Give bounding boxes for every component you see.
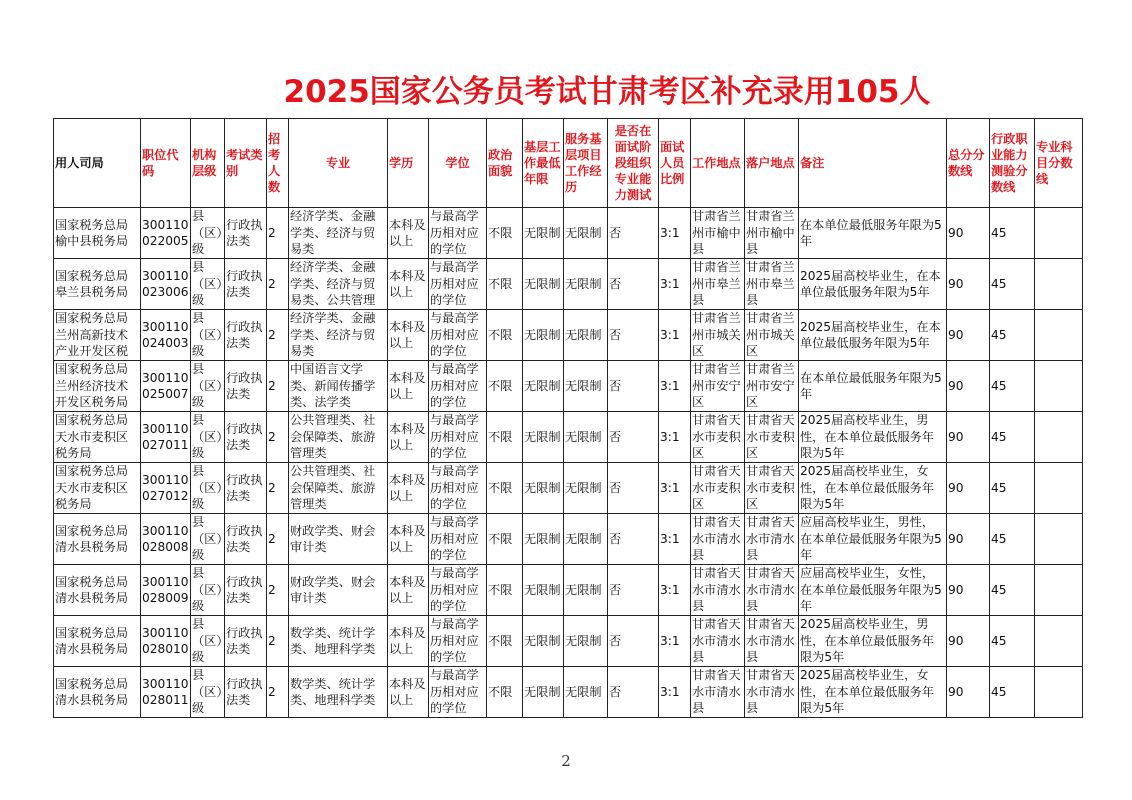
table-row xyxy=(54,259,1083,310)
header-major: 专业 xyxy=(289,119,388,208)
cell-hukou-place: 甘肃省天水市清水县 xyxy=(745,514,799,565)
cell-hukou-place: 甘肃省天水市清水县 xyxy=(745,667,799,718)
table-row xyxy=(54,412,1083,463)
cell-total-line: 90 xyxy=(947,361,990,412)
header-note: 备注 xyxy=(799,119,947,208)
cell-education: 本科及以上 xyxy=(388,667,429,718)
cell-service-exp: 无限制 xyxy=(564,208,608,259)
cell-service-exp: 无限制 xyxy=(564,667,608,718)
cell-total-line: 90 xyxy=(947,667,990,718)
cell-major-line xyxy=(1035,616,1083,667)
cell-level: 县（区）级 xyxy=(191,667,225,718)
cell-grassroots-years: 无限制 xyxy=(523,361,564,412)
cell-major: 经济学类、金融学类、经济与贸易类、公共管理 xyxy=(289,259,388,310)
cell-education: 本科及以上 xyxy=(388,514,429,565)
cell-ratio: 3:1 xyxy=(659,361,691,412)
cell-dept: 国家税务总局清水县税务局 xyxy=(54,565,141,616)
cell-hukou-place: 甘肃省兰州市皋兰县 xyxy=(745,259,799,310)
header-code: 职位代码 xyxy=(141,119,191,208)
cell-major-line xyxy=(1035,667,1083,718)
cell-work-place: 甘肃省天水市清水县 xyxy=(691,514,745,565)
cell-note: 应届高校毕业生，女性，在本单位最低服务年限为5年 xyxy=(799,565,947,616)
cell-ratio: 3:1 xyxy=(659,310,691,361)
cell-hukou-place: 甘肃省天水市麦积区 xyxy=(745,463,799,514)
cell-work-place: 甘肃省兰州市皋兰县 xyxy=(691,259,745,310)
cell-political: 不限 xyxy=(487,667,523,718)
cell-education: 本科及以上 xyxy=(388,208,429,259)
cell-education: 本科及以上 xyxy=(388,259,429,310)
cell-skill-test: 否 xyxy=(608,310,659,361)
cell-degree: 与最高学历相对应的学位 xyxy=(429,514,487,565)
cell-code: 300110022005 xyxy=(141,208,191,259)
cell-exam-type: 行政执法类 xyxy=(225,310,267,361)
cell-level: 县（区）级 xyxy=(191,514,225,565)
cell-major: 财政学类、财会审计类 xyxy=(289,565,388,616)
cell-work-place: 甘肃省兰州市城关区 xyxy=(691,310,745,361)
cell-political: 不限 xyxy=(487,259,523,310)
cell-code: 300110028008 xyxy=(141,514,191,565)
cell-degree: 与最高学历相对应的学位 xyxy=(429,208,487,259)
cell-level: 县（区）级 xyxy=(191,259,225,310)
cell-count: 2 xyxy=(267,361,289,412)
cell-xingce-line: 45 xyxy=(990,361,1035,412)
cell-political: 不限 xyxy=(487,616,523,667)
cell-note: 2025届高校毕业生，男性，在本单位最低服务年限为5年 xyxy=(799,412,947,463)
cell-education: 本科及以上 xyxy=(388,412,429,463)
cell-exam-type: 行政执法类 xyxy=(225,667,267,718)
cell-dept: 国家税务总局天水市麦积区税务局 xyxy=(54,463,141,514)
cell-level: 县（区）级 xyxy=(191,463,225,514)
cell-work-place: 甘肃省天水市麦积区 xyxy=(691,412,745,463)
cell-count: 2 xyxy=(267,667,289,718)
cell-ratio: 3:1 xyxy=(659,208,691,259)
cell-skill-test: 否 xyxy=(608,565,659,616)
cell-count: 2 xyxy=(267,412,289,463)
cell-degree: 与最高学历相对应的学位 xyxy=(429,310,487,361)
cell-total-line: 90 xyxy=(947,208,990,259)
cell-major-line xyxy=(1035,208,1083,259)
cell-major: 数学类、统计学类、地理科学类 xyxy=(289,616,388,667)
cell-count: 2 xyxy=(267,259,289,310)
cell-note: 2025届高校毕业生，女性，在本单位最低服务年限为5年 xyxy=(799,667,947,718)
cell-degree: 与最高学历相对应的学位 xyxy=(429,667,487,718)
cell-service-exp: 无限制 xyxy=(564,616,608,667)
cell-service-exp: 无限制 xyxy=(564,565,608,616)
cell-dept: 国家税务总局清水县税务局 xyxy=(54,616,141,667)
header-hukou-place: 落户地点 xyxy=(745,119,799,208)
cell-major: 中国语言文学类、新闻传播学类、法学类 xyxy=(289,361,388,412)
cell-major-line xyxy=(1035,259,1083,310)
cell-education: 本科及以上 xyxy=(388,565,429,616)
cell-degree: 与最高学历相对应的学位 xyxy=(429,412,487,463)
cell-exam-type: 行政执法类 xyxy=(225,412,267,463)
cell-hukou-place: 甘肃省天水市清水县 xyxy=(745,616,799,667)
cell-dept: 国家税务总局兰州经济技术开发区税务局 xyxy=(54,361,141,412)
cell-grassroots-years: 无限制 xyxy=(523,667,564,718)
table-row xyxy=(54,514,1083,565)
cell-degree: 与最高学历相对应的学位 xyxy=(429,565,487,616)
cell-dept: 国家税务总局皋兰县税务局 xyxy=(54,259,141,310)
cell-xingce-line: 45 xyxy=(990,667,1035,718)
header-exam-type: 考试类别 xyxy=(225,119,267,208)
cell-major-line xyxy=(1035,463,1083,514)
cell-count: 2 xyxy=(267,310,289,361)
cell-code: 300110028009 xyxy=(141,565,191,616)
cell-note: 在本单位最低服务年限为5年 xyxy=(799,361,947,412)
cell-education: 本科及以上 xyxy=(388,463,429,514)
cell-major: 公共管理类、社会保障类、旅游管理类 xyxy=(289,463,388,514)
cell-degree: 与最高学历相对应的学位 xyxy=(429,463,487,514)
cell-skill-test: 否 xyxy=(608,412,659,463)
cell-grassroots-years: 无限制 xyxy=(523,310,564,361)
cell-political: 不限 xyxy=(487,463,523,514)
recruitment-table xyxy=(53,118,1083,718)
header-count: 招考人数 xyxy=(267,119,289,208)
cell-dept: 国家税务总局清水县税务局 xyxy=(54,667,141,718)
cell-level: 县（区）级 xyxy=(191,616,225,667)
cell-service-exp: 无限制 xyxy=(564,463,608,514)
cell-skill-test: 否 xyxy=(608,514,659,565)
table-row xyxy=(54,463,1083,514)
table-row xyxy=(54,208,1083,259)
cell-service-exp: 无限制 xyxy=(564,412,608,463)
cell-skill-test: 否 xyxy=(608,361,659,412)
cell-note: 2025届高校毕业生，在本单位最低服务年限为5年 xyxy=(799,310,947,361)
cell-xingce-line: 45 xyxy=(990,412,1035,463)
table-row xyxy=(54,616,1083,667)
cell-xingce-line: 45 xyxy=(990,565,1035,616)
cell-major: 公共管理类、社会保障类、旅游管理类 xyxy=(289,412,388,463)
cell-major-line xyxy=(1035,565,1083,616)
cell-dept: 国家税务总局兰州高新技术产业开发区税 xyxy=(54,310,141,361)
cell-exam-type: 行政执法类 xyxy=(225,208,267,259)
cell-skill-test: 否 xyxy=(608,259,659,310)
header-dept: 用人司局 xyxy=(54,119,141,208)
cell-work-place: 甘肃省兰州市安宁区 xyxy=(691,361,745,412)
cell-ratio: 3:1 xyxy=(659,259,691,310)
cell-education: 本科及以上 xyxy=(388,310,429,361)
cell-major: 财政学类、财会审计类 xyxy=(289,514,388,565)
cell-code: 300110028010 xyxy=(141,616,191,667)
cell-ratio: 3:1 xyxy=(659,616,691,667)
header-service-exp: 服务基层项目工作经历 xyxy=(564,119,608,208)
cell-ratio: 3:1 xyxy=(659,514,691,565)
cell-major: 数学类、统计学类、地理科学类 xyxy=(289,667,388,718)
cell-education: 本科及以上 xyxy=(388,361,429,412)
cell-dept: 国家税务总局榆中县税务局 xyxy=(54,208,141,259)
cell-work-place: 甘肃省天水市麦积区 xyxy=(691,463,745,514)
table-row xyxy=(54,667,1083,718)
cell-code: 300110025007 xyxy=(141,361,191,412)
cell-service-exp: 无限制 xyxy=(564,259,608,310)
cell-exam-type: 行政执法类 xyxy=(225,463,267,514)
cell-major: 经济学类、金融学类、经济与贸易类 xyxy=(289,208,388,259)
cell-skill-test: 否 xyxy=(608,463,659,514)
cell-grassroots-years: 无限制 xyxy=(523,259,564,310)
page-number: 2 xyxy=(561,752,571,770)
cell-political: 不限 xyxy=(487,310,523,361)
cell-dept: 国家税务总局清水县税务局 xyxy=(54,514,141,565)
cell-political: 不限 xyxy=(487,361,523,412)
cell-major-line xyxy=(1035,310,1083,361)
cell-hukou-place: 甘肃省兰州市城关区 xyxy=(745,310,799,361)
cell-note: 应届高校毕业生，男性，在本单位最低服务年限为5年 xyxy=(799,514,947,565)
cell-work-place: 甘肃省兰州市榆中县 xyxy=(691,208,745,259)
cell-degree: 与最高学历相对应的学位 xyxy=(429,361,487,412)
cell-xingce-line: 45 xyxy=(990,259,1035,310)
table-row xyxy=(54,361,1083,412)
cell-degree: 与最高学历相对应的学位 xyxy=(429,616,487,667)
cell-service-exp: 无限制 xyxy=(564,514,608,565)
header-row xyxy=(54,119,1083,208)
cell-degree: 与最高学历相对应的学位 xyxy=(429,259,487,310)
cell-ratio: 3:1 xyxy=(659,667,691,718)
cell-political: 不限 xyxy=(487,565,523,616)
cell-ratio: 3:1 xyxy=(659,565,691,616)
cell-code: 300110024003 xyxy=(141,310,191,361)
cell-note: 2025届高校毕业生，女性，在本单位最低服务年限为5年 xyxy=(799,463,947,514)
header-xingce-line: 行政职业能力测验分数线 xyxy=(990,119,1035,208)
header-degree: 学位 xyxy=(429,119,487,208)
cell-note: 在本单位最低服务年限为5年 xyxy=(799,208,947,259)
header-work-place: 工作地点 xyxy=(691,119,745,208)
cell-dept: 国家税务总局天水市麦积区税务局 xyxy=(54,412,141,463)
cell-grassroots-years: 无限制 xyxy=(523,514,564,565)
cell-total-line: 90 xyxy=(947,412,990,463)
cell-political: 不限 xyxy=(487,514,523,565)
cell-level: 县（区）级 xyxy=(191,361,225,412)
cell-hukou-place: 甘肃省兰州市榆中县 xyxy=(745,208,799,259)
cell-level: 县（区）级 xyxy=(191,565,225,616)
cell-xingce-line: 45 xyxy=(990,310,1035,361)
cell-exam-type: 行政执法类 xyxy=(225,361,267,412)
cell-code: 300110027012 xyxy=(141,463,191,514)
cell-education: 本科及以上 xyxy=(388,616,429,667)
header-political: 政治面貌 xyxy=(487,119,523,208)
cell-code: 300110027011 xyxy=(141,412,191,463)
cell-xingce-line: 45 xyxy=(990,514,1035,565)
cell-political: 不限 xyxy=(487,412,523,463)
cell-work-place: 甘肃省天水市清水县 xyxy=(691,667,745,718)
cell-skill-test: 否 xyxy=(608,208,659,259)
cell-major-line xyxy=(1035,514,1083,565)
cell-total-line: 90 xyxy=(947,616,990,667)
cell-grassroots-years: 无限制 xyxy=(523,463,564,514)
cell-xingce-line: 45 xyxy=(990,208,1035,259)
cell-major: 经济学类、金融学类、经济与贸易类 xyxy=(289,310,388,361)
cell-political: 不限 xyxy=(487,208,523,259)
header-level: 机构层级 xyxy=(191,119,225,208)
cell-note: 2025届高校毕业生，在本单位最低服务年限为5年 xyxy=(799,259,947,310)
cell-major-line xyxy=(1035,361,1083,412)
cell-total-line: 90 xyxy=(947,565,990,616)
header-total-line: 总分分数线 xyxy=(947,119,990,208)
cell-level: 县（区）级 xyxy=(191,208,225,259)
cell-level: 县（区）级 xyxy=(191,310,225,361)
cell-count: 2 xyxy=(267,208,289,259)
cell-exam-type: 行政执法类 xyxy=(225,565,267,616)
cell-hukou-place: 甘肃省天水市麦积区 xyxy=(745,412,799,463)
header-skill-test: 是否在面试阶段组织专业能力测试 xyxy=(608,119,659,208)
cell-level: 县（区）级 xyxy=(191,412,225,463)
header-ratio: 面试人员比例 xyxy=(659,119,691,208)
cell-grassroots-years: 无限制 xyxy=(523,208,564,259)
cell-service-exp: 无限制 xyxy=(564,310,608,361)
table-row xyxy=(54,310,1083,361)
cell-grassroots-years: 无限制 xyxy=(523,565,564,616)
cell-xingce-line: 45 xyxy=(990,616,1035,667)
cell-work-place: 甘肃省天水市清水县 xyxy=(691,565,745,616)
header-grassroots-years: 基层工作最低年限 xyxy=(523,119,564,208)
cell-ratio: 3:1 xyxy=(659,412,691,463)
cell-total-line: 90 xyxy=(947,514,990,565)
cell-grassroots-years: 无限制 xyxy=(523,412,564,463)
cell-grassroots-years: 无限制 xyxy=(523,616,564,667)
cell-work-place: 甘肃省天水市清水县 xyxy=(691,616,745,667)
cell-total-line: 90 xyxy=(947,310,990,361)
cell-xingce-line: 45 xyxy=(990,463,1035,514)
cell-hukou-place: 甘肃省天水市清水县 xyxy=(745,565,799,616)
cell-count: 2 xyxy=(267,616,289,667)
cell-count: 2 xyxy=(267,463,289,514)
cell-total-line: 90 xyxy=(947,463,990,514)
cell-count: 2 xyxy=(267,565,289,616)
cell-exam-type: 行政执法类 xyxy=(225,259,267,310)
document-title: 2025国家公务员考试甘肃考区补充录用105人 xyxy=(283,74,931,110)
cell-code: 300110023006 xyxy=(141,259,191,310)
header-education: 学历 xyxy=(388,119,429,208)
cell-note: 2025届高校毕业生，男性，在本单位最低服务年限为5年 xyxy=(799,616,947,667)
cell-major-line xyxy=(1035,412,1083,463)
cell-count: 2 xyxy=(267,514,289,565)
cell-code: 300110028011 xyxy=(141,667,191,718)
table-row xyxy=(54,565,1083,616)
cell-ratio: 3:1 xyxy=(659,463,691,514)
cell-skill-test: 否 xyxy=(608,616,659,667)
cell-exam-type: 行政执法类 xyxy=(225,514,267,565)
cell-service-exp: 无限制 xyxy=(564,361,608,412)
cell-skill-test: 否 xyxy=(608,667,659,718)
cell-total-line: 90 xyxy=(947,259,990,310)
cell-hukou-place: 甘肃省兰州市安宁区 xyxy=(745,361,799,412)
cell-exam-type: 行政执法类 xyxy=(225,616,267,667)
header-major-line: 专业科目分数线 xyxy=(1035,119,1083,208)
